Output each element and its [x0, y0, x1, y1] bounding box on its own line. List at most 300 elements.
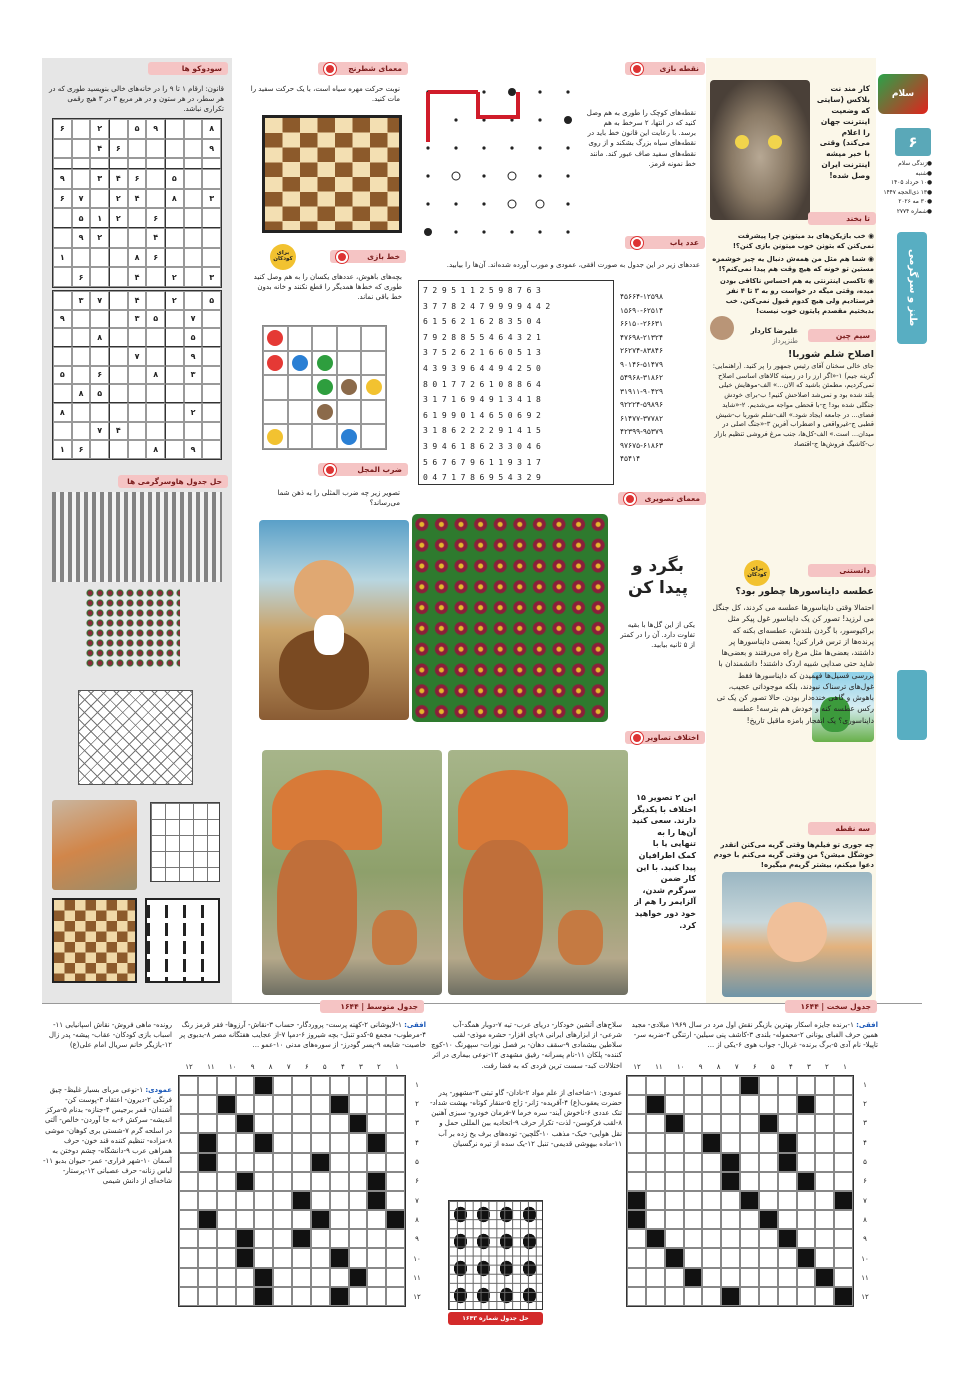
crossword-cell[interactable]	[684, 1191, 703, 1210]
crossword-cell[interactable]	[179, 1248, 198, 1267]
crossword-cell[interactable]	[834, 1114, 853, 1133]
crossword-cell[interactable]	[702, 1248, 721, 1267]
crossword-cell[interactable]	[797, 1153, 816, 1172]
sudoku-cell[interactable]: ۵	[53, 366, 72, 385]
crossword-cell[interactable]	[386, 1172, 405, 1191]
sudoku-cell[interactable]: ۳	[72, 291, 91, 310]
crossword-cell[interactable]	[740, 1153, 759, 1172]
sudoku-cell[interactable]: ۱	[53, 248, 72, 268]
crossword-cell[interactable]	[834, 1268, 853, 1287]
crossword-cell[interactable]	[702, 1268, 721, 1287]
crossword-cell[interactable]	[367, 1287, 386, 1306]
lines-cell[interactable]	[337, 326, 362, 351]
crossword-cell[interactable]	[254, 1153, 273, 1172]
sudoku-cell[interactable]	[184, 228, 203, 248]
crossword-cell[interactable]	[292, 1076, 311, 1095]
crossword-cell[interactable]	[179, 1229, 198, 1248]
crossword-cell[interactable]	[236, 1095, 255, 1114]
sudoku-cell[interactable]	[53, 208, 72, 228]
crossword-cell[interactable]	[834, 1133, 853, 1152]
crossword-cell[interactable]	[236, 1229, 255, 1248]
sudoku-cell[interactable]	[128, 422, 147, 441]
sudoku-cell[interactable]	[109, 403, 128, 422]
lines-cell[interactable]	[312, 326, 337, 351]
sudoku-cell[interactable]: ۴	[128, 291, 147, 310]
crossword-cell[interactable]	[349, 1210, 368, 1229]
sudoku-cell[interactable]: ۶	[90, 366, 109, 385]
crossword-cell[interactable]	[740, 1210, 759, 1229]
crossword-cell[interactable]	[759, 1229, 778, 1248]
sudoku-cell[interactable]: ۷	[184, 310, 203, 329]
crossword-cell[interactable]	[665, 1172, 684, 1191]
sudoku-cell[interactable]	[72, 248, 91, 268]
crossword-cell[interactable]	[721, 1095, 740, 1114]
section-tab[interactable]	[897, 232, 927, 344]
sudoku-cell[interactable]	[72, 139, 91, 159]
crossword-cell[interactable]	[740, 1191, 759, 1210]
sudoku-cell[interactable]: ۲	[165, 267, 184, 287]
crossword-cell[interactable]	[311, 1229, 330, 1248]
crossword-cell[interactable]	[217, 1172, 236, 1191]
crossword-cell[interactable]	[702, 1076, 721, 1095]
sudoku-cell[interactable]: ۳	[128, 310, 147, 329]
sudoku-grid-2[interactable]	[52, 290, 222, 460]
crossword-cell[interactable]	[273, 1191, 292, 1210]
crossword-cell[interactable]	[330, 1153, 349, 1172]
sudoku-cell[interactable]: ۲	[165, 291, 184, 310]
crossword-cell[interactable]	[273, 1268, 292, 1287]
crossword-cell[interactable]	[702, 1114, 721, 1133]
crossword-cell[interactable]	[797, 1095, 816, 1114]
crossword-cell[interactable]	[349, 1268, 368, 1287]
crossword-cell[interactable]	[740, 1076, 759, 1095]
crossword-cell[interactable]	[702, 1210, 721, 1229]
crossword-cell[interactable]	[815, 1268, 834, 1287]
crossword-cell[interactable]	[386, 1076, 405, 1095]
sudoku-cell[interactable]	[184, 139, 203, 159]
crossword-cell[interactable]	[292, 1172, 311, 1191]
sudoku-cell[interactable]	[53, 139, 72, 159]
sudoku-cell[interactable]	[146, 169, 165, 189]
crossword-cell[interactable]	[702, 1172, 721, 1191]
crossword-cell[interactable]	[684, 1248, 703, 1267]
medium-crossword-grid[interactable]	[178, 1075, 406, 1307]
crossword-cell[interactable]	[386, 1114, 405, 1133]
crossword-cell[interactable]	[721, 1210, 740, 1229]
sudoku-cell[interactable]	[109, 328, 128, 347]
crossword-cell[interactable]	[349, 1114, 368, 1133]
crossword-cell[interactable]	[646, 1133, 665, 1152]
crossword-cell[interactable]	[179, 1268, 198, 1287]
crossword-cell[interactable]	[646, 1095, 665, 1114]
sudoku-cell[interactable]	[202, 328, 221, 347]
crossword-cell[interactable]	[759, 1268, 778, 1287]
crossword-cell[interactable]	[386, 1287, 405, 1306]
crossword-cell[interactable]	[684, 1076, 703, 1095]
lines-cell[interactable]	[361, 400, 386, 425]
crossword-cell[interactable]	[254, 1210, 273, 1229]
sudoku-cell[interactable]: ۵	[128, 119, 147, 139]
crossword-cell[interactable]	[684, 1172, 703, 1191]
crossword-cell[interactable]	[702, 1095, 721, 1114]
sudoku-cell[interactable]: ۹	[202, 139, 221, 159]
crossword-cell[interactable]	[292, 1191, 311, 1210]
lines-cell[interactable]	[361, 375, 386, 400]
crossword-cell[interactable]	[834, 1153, 853, 1172]
crossword-cell[interactable]	[627, 1133, 646, 1152]
crossword-cell[interactable]	[273, 1172, 292, 1191]
crossword-cell[interactable]	[627, 1210, 646, 1229]
crossword-cell[interactable]	[646, 1210, 665, 1229]
crossword-cell[interactable]	[740, 1133, 759, 1152]
crossword-cell[interactable]	[349, 1229, 368, 1248]
crossword-cell[interactable]	[236, 1133, 255, 1152]
crossword-cell[interactable]	[759, 1191, 778, 1210]
numbers-grid[interactable]	[418, 280, 614, 485]
lines-cell[interactable]	[288, 375, 313, 400]
crossword-cell[interactable]	[665, 1287, 684, 1306]
crossword-cell[interactable]	[349, 1133, 368, 1152]
crossword-cell[interactable]	[254, 1191, 273, 1210]
crossword-cell[interactable]	[646, 1191, 665, 1210]
crossword-cell[interactable]	[684, 1210, 703, 1229]
crossword-cell[interactable]	[236, 1172, 255, 1191]
sudoku-cell[interactable]	[53, 158, 72, 169]
crossword-cell[interactable]	[797, 1268, 816, 1287]
sudoku-cell[interactable]	[165, 248, 184, 268]
sudoku-cell[interactable]	[109, 119, 128, 139]
crossword-cell[interactable]	[797, 1114, 816, 1133]
sudoku-cell[interactable]	[72, 169, 91, 189]
sudoku-cell[interactable]: ۴	[128, 267, 147, 287]
crossword-cell[interactable]	[236, 1114, 255, 1133]
crossword-cell[interactable]	[198, 1172, 217, 1191]
sudoku-cell[interactable]	[202, 158, 221, 169]
sudoku-cell[interactable]	[184, 384, 203, 403]
sudoku-cell[interactable]	[53, 267, 72, 287]
crossword-cell[interactable]	[665, 1268, 684, 1287]
crossword-cell[interactable]	[665, 1076, 684, 1095]
sudoku-cell[interactable]	[128, 366, 147, 385]
crossword-cell[interactable]	[330, 1248, 349, 1267]
sudoku-cell[interactable]	[146, 328, 165, 347]
sudoku-cell[interactable]	[146, 347, 165, 366]
sudoku-cell[interactable]	[90, 347, 109, 366]
sudoku-cell[interactable]	[128, 139, 147, 159]
sudoku-cell[interactable]	[109, 347, 128, 366]
lines-cell[interactable]	[312, 400, 337, 425]
crossword-cell[interactable]	[759, 1248, 778, 1267]
crossword-cell[interactable]	[292, 1268, 311, 1287]
crossword-cell[interactable]	[815, 1191, 834, 1210]
crossword-cell[interactable]	[665, 1248, 684, 1267]
sudoku-cell[interactable]	[53, 347, 72, 366]
crossword-cell[interactable]	[217, 1153, 236, 1172]
crossword-cell[interactable]	[367, 1095, 386, 1114]
lines-cell[interactable]	[337, 351, 362, 376]
crossword-cell[interactable]	[721, 1287, 740, 1306]
sudoku-cell[interactable]	[90, 403, 109, 422]
sudoku-cell[interactable]	[184, 169, 203, 189]
crossword-cell[interactable]	[179, 1210, 198, 1229]
crossword-cell[interactable]	[721, 1248, 740, 1267]
crossword-cell[interactable]	[778, 1287, 797, 1306]
crossword-cell[interactable]	[797, 1229, 816, 1248]
sudoku-cell[interactable]	[202, 384, 221, 403]
crossword-cell[interactable]	[330, 1076, 349, 1095]
lines-cell[interactable]	[263, 326, 288, 351]
sudoku-cell[interactable]	[146, 403, 165, 422]
sudoku-cell[interactable]	[165, 119, 184, 139]
sudoku-cell[interactable]: ۸	[146, 366, 165, 385]
crossword-cell[interactable]	[311, 1210, 330, 1229]
crossword-cell[interactable]	[179, 1133, 198, 1152]
crossword-cell[interactable]	[684, 1133, 703, 1152]
crossword-cell[interactable]	[797, 1287, 816, 1306]
crossword-cell[interactable]	[198, 1076, 217, 1095]
sudoku-cell[interactable]	[184, 248, 203, 268]
crossword-cell[interactable]	[797, 1210, 816, 1229]
sudoku-cell[interactable]: ۶	[53, 189, 72, 209]
crossword-cell[interactable]	[292, 1114, 311, 1133]
crossword-cell[interactable]	[721, 1114, 740, 1133]
sudoku-cell[interactable]: ۹	[53, 310, 72, 329]
crossword-cell[interactable]	[834, 1248, 853, 1267]
crossword-cell[interactable]	[273, 1133, 292, 1152]
sudoku-cell[interactable]	[128, 328, 147, 347]
sudoku-cell[interactable]	[53, 291, 72, 310]
crossword-cell[interactable]	[815, 1133, 834, 1152]
crossword-cell[interactable]	[684, 1229, 703, 1248]
crossword-cell[interactable]	[349, 1248, 368, 1267]
crossword-cell[interactable]	[367, 1191, 386, 1210]
crossword-cell[interactable]	[721, 1172, 740, 1191]
sudoku-cell[interactable]: ۳	[202, 267, 221, 287]
sudoku-cell[interactable]	[128, 384, 147, 403]
crossword-cell[interactable]	[815, 1248, 834, 1267]
crossword-cell[interactable]	[179, 1153, 198, 1172]
sudoku-cell[interactable]: ۵	[90, 384, 109, 403]
sudoku-cell[interactable]	[90, 189, 109, 209]
sudoku-cell[interactable]	[109, 228, 128, 248]
sudoku-cell[interactable]	[90, 440, 109, 459]
crossword-cell[interactable]	[311, 1076, 330, 1095]
sudoku-cell[interactable]: ۷	[128, 347, 147, 366]
crossword-cell[interactable]	[198, 1287, 217, 1306]
crossword-cell[interactable]	[292, 1153, 311, 1172]
sudoku-cell[interactable]	[146, 384, 165, 403]
crossword-cell[interactable]	[311, 1114, 330, 1133]
crossword-cell[interactable]	[797, 1133, 816, 1152]
crossword-cell[interactable]	[834, 1191, 853, 1210]
crossword-cell[interactable]	[834, 1210, 853, 1229]
crossword-cell[interactable]	[386, 1210, 405, 1229]
sudoku-cell[interactable]	[128, 403, 147, 422]
sudoku-cell[interactable]	[109, 440, 128, 459]
crossword-cell[interactable]	[198, 1191, 217, 1210]
crossword-cell[interactable]	[273, 1076, 292, 1095]
crossword-cell[interactable]	[815, 1229, 834, 1248]
crossword-cell[interactable]	[684, 1095, 703, 1114]
crossword-cell[interactable]	[721, 1268, 740, 1287]
sudoku-cell[interactable]	[202, 169, 221, 189]
crossword-cell[interactable]	[778, 1133, 797, 1152]
crossword-cell[interactable]	[702, 1153, 721, 1172]
crossword-cell[interactable]	[236, 1287, 255, 1306]
crossword-cell[interactable]	[292, 1287, 311, 1306]
crossword-cell[interactable]	[330, 1210, 349, 1229]
sudoku-cell[interactable]	[146, 158, 165, 169]
crossword-cell[interactable]	[665, 1114, 684, 1133]
crossword-cell[interactable]	[778, 1268, 797, 1287]
crossword-cell[interactable]	[759, 1210, 778, 1229]
sudoku-cell[interactable]	[72, 119, 91, 139]
crossword-cell[interactable]	[311, 1133, 330, 1152]
crossword-cell[interactable]	[273, 1248, 292, 1267]
crossword-cell[interactable]	[778, 1095, 797, 1114]
sudoku-cell[interactable]	[202, 366, 221, 385]
sudoku-cell[interactable]: ۳	[90, 169, 109, 189]
crossword-cell[interactable]	[236, 1248, 255, 1267]
crossword-cell[interactable]	[740, 1114, 759, 1133]
crossword-cell[interactable]	[740, 1268, 759, 1287]
crossword-cell[interactable]	[834, 1229, 853, 1248]
sudoku-cell[interactable]	[165, 328, 184, 347]
crossword-cell[interactable]	[627, 1095, 646, 1114]
crossword-cell[interactable]	[254, 1268, 273, 1287]
lines-cell[interactable]	[312, 375, 337, 400]
crossword-cell[interactable]	[217, 1114, 236, 1133]
sudoku-cell[interactable]: ۳	[202, 189, 221, 209]
dots-puzzle[interactable]	[418, 82, 578, 242]
sudoku-cell[interactable]	[146, 291, 165, 310]
crossword-cell[interactable]	[797, 1191, 816, 1210]
crossword-cell[interactable]	[646, 1287, 665, 1306]
sudoku-cell[interactable]: ۸	[146, 440, 165, 459]
crossword-cell[interactable]	[778, 1172, 797, 1191]
crossword-cell[interactable]	[198, 1153, 217, 1172]
sudoku-cell[interactable]: ۲	[109, 208, 128, 228]
lines-cell[interactable]	[312, 424, 337, 449]
sudoku-cell[interactable]: ۶	[72, 267, 91, 287]
sudoku-cell[interactable]: ۲	[90, 119, 109, 139]
crossword-cell[interactable]	[759, 1153, 778, 1172]
crossword-cell[interactable]	[759, 1172, 778, 1191]
lines-cell[interactable]	[361, 326, 386, 351]
crossword-cell[interactable]	[179, 1287, 198, 1306]
sudoku-cell[interactable]	[72, 310, 91, 329]
crossword-cell[interactable]	[217, 1095, 236, 1114]
sudoku-cell[interactable]	[202, 403, 221, 422]
lines-cell[interactable]	[312, 351, 337, 376]
sudoku-cell[interactable]	[165, 422, 184, 441]
crossword-cell[interactable]	[646, 1114, 665, 1133]
lines-cell[interactable]	[263, 424, 288, 449]
crossword-cell[interactable]	[292, 1229, 311, 1248]
sudoku-cell[interactable]	[202, 310, 221, 329]
crossword-cell[interactable]	[311, 1172, 330, 1191]
sudoku-cell[interactable]	[109, 248, 128, 268]
sudoku-cell[interactable]: ۹	[53, 169, 72, 189]
crossword-cell[interactable]	[311, 1153, 330, 1172]
crossword-cell[interactable]	[179, 1191, 198, 1210]
crossword-cell[interactable]	[684, 1287, 703, 1306]
crossword-cell[interactable]	[330, 1287, 349, 1306]
crossword-cell[interactable]	[834, 1287, 853, 1306]
sudoku-cell[interactable]	[128, 228, 147, 248]
sudoku-cell[interactable]	[109, 158, 128, 169]
crossword-cell[interactable]	[386, 1095, 405, 1114]
sudoku-cell[interactable]: ۲	[109, 189, 128, 209]
crossword-cell[interactable]	[797, 1248, 816, 1267]
crossword-cell[interactable]	[815, 1076, 834, 1095]
crossword-cell[interactable]	[665, 1229, 684, 1248]
crossword-cell[interactable]	[684, 1268, 703, 1287]
crossword-cell[interactable]	[778, 1248, 797, 1267]
sudoku-cell[interactable]: ۴	[146, 228, 165, 248]
sudoku-cell[interactable]: ۳	[184, 366, 203, 385]
sudoku-cell[interactable]	[90, 267, 109, 287]
crossword-cell[interactable]	[386, 1248, 405, 1267]
crossword-cell[interactable]	[198, 1268, 217, 1287]
crossword-cell[interactable]	[367, 1210, 386, 1229]
crossword-cell[interactable]	[349, 1153, 368, 1172]
sudoku-cell[interactable]	[165, 384, 184, 403]
crossword-cell[interactable]	[273, 1095, 292, 1114]
crossword-cell[interactable]	[179, 1076, 198, 1095]
crossword-cell[interactable]	[778, 1114, 797, 1133]
sudoku-cell[interactable]	[165, 208, 184, 228]
crossword-cell[interactable]	[627, 1191, 646, 1210]
hard-crossword-grid[interactable]	[626, 1075, 854, 1307]
sudoku-cell[interactable]: ۴	[90, 139, 109, 159]
sudoku-cell[interactable]	[146, 189, 165, 209]
crossword-cell[interactable]	[759, 1133, 778, 1152]
crossword-cell[interactable]	[273, 1210, 292, 1229]
sudoku-cell[interactable]: ۹	[184, 440, 203, 459]
sudoku-cell[interactable]	[109, 310, 128, 329]
crossword-cell[interactable]	[254, 1229, 273, 1248]
sudoku-cell[interactable]: ۶	[109, 139, 128, 159]
sudoku-cell[interactable]	[165, 366, 184, 385]
crossword-cell[interactable]	[179, 1172, 198, 1191]
lines-cell[interactable]	[288, 400, 313, 425]
crossword-cell[interactable]	[759, 1076, 778, 1095]
crossword-cell[interactable]	[330, 1191, 349, 1210]
crossword-cell[interactable]	[349, 1095, 368, 1114]
crossword-cell[interactable]	[386, 1191, 405, 1210]
crossword-cell[interactable]	[646, 1268, 665, 1287]
sudoku-cell[interactable]	[128, 208, 147, 228]
crossword-cell[interactable]	[273, 1114, 292, 1133]
sudoku-cell[interactable]	[90, 310, 109, 329]
sudoku-cell[interactable]: ۵	[202, 291, 221, 310]
sudoku-cell[interactable]: ۲	[90, 228, 109, 248]
sudoku-cell[interactable]	[184, 291, 203, 310]
crossword-cell[interactable]	[627, 1114, 646, 1133]
crossword-cell[interactable]	[627, 1172, 646, 1191]
crossword-cell[interactable]	[311, 1095, 330, 1114]
crossword-cell[interactable]	[311, 1248, 330, 1267]
crossword-cell[interactable]	[627, 1287, 646, 1306]
sudoku-cell[interactable]	[165, 347, 184, 366]
sudoku-cell[interactable]	[53, 228, 72, 248]
crossword-cell[interactable]	[198, 1095, 217, 1114]
sudoku-cell[interactable]: ۱	[90, 208, 109, 228]
sudoku-cell[interactable]	[202, 228, 221, 248]
sudoku-cell[interactable]	[202, 440, 221, 459]
sudoku-cell[interactable]	[72, 347, 91, 366]
